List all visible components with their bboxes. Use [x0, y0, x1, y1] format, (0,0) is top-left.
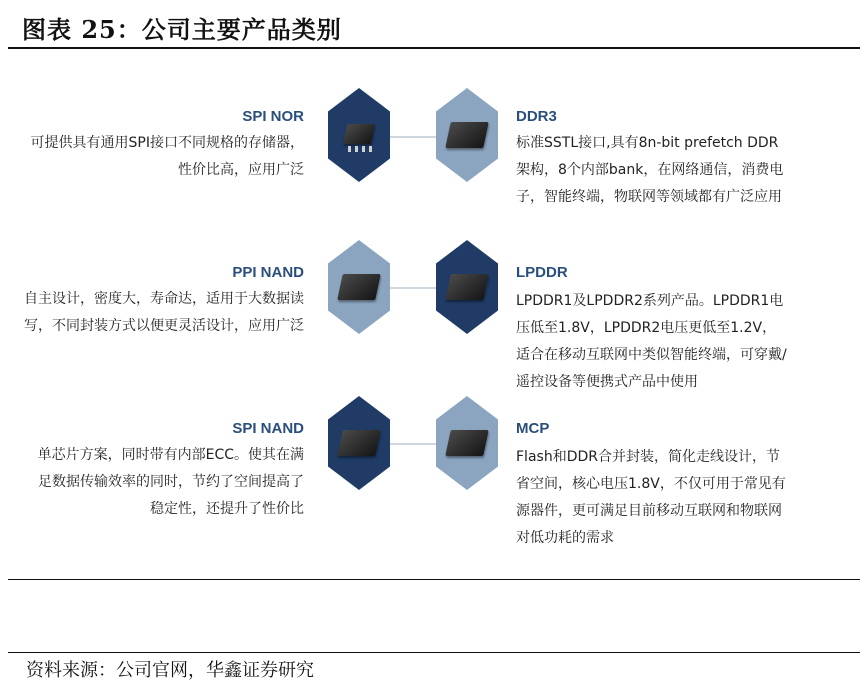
product-desc-lpddr: LPDDR1及LPDDR2系列产品。LPDDR1电压低至1.8V，LPDDR2电压更低至1.2V，适合在移动互联网中类似智能终端，可穿戴/遥控设备等便携式产品中使用 — [516, 293, 787, 390]
product-name-ppi-nand: PPI NAND — [232, 264, 304, 281]
chip-icon — [343, 124, 375, 144]
connector-line — [390, 136, 438, 138]
source-note: 资料来源：公司官网，华鑫证券研究 — [26, 660, 314, 681]
chip-icon — [445, 274, 489, 300]
connector-line — [390, 443, 438, 445]
product-desc-ddr3: 标准SSTL接口,具有8n-bit prefetch DDR架构，8个内部bank，在网络通信，消费电子，智能终端，物联网等领域都有广泛应用 — [516, 135, 784, 205]
hex-lpddr — [436, 240, 498, 334]
hex-mcp — [436, 396, 498, 490]
figure-title: 图表 25：公司主要产品类别 — [22, 15, 342, 44]
hex-ppi-nand — [328, 240, 390, 334]
product-name-spi-nand: SPI NAND — [232, 420, 304, 437]
product-name-lpddr: LPDDR — [516, 264, 568, 281]
chip-pins-icon — [348, 146, 372, 152]
connector-line — [390, 287, 438, 289]
hex-ddr3 — [436, 88, 498, 182]
source-rule — [8, 652, 860, 653]
bottom-rule — [8, 579, 860, 580]
hex-spi-nand — [328, 396, 390, 490]
product-desc-mcp: Flash和DDR合并封装，简化走线设计，节省空间，核心电压1.8V，不仅可用于常见有源器件，更可满足目前移动互联网和物联网对低功耗的需求 — [516, 449, 786, 546]
hex-spi-nor — [328, 88, 390, 182]
chip-icon — [445, 430, 489, 456]
product-name-spi-nor: SPI NOR — [242, 108, 304, 125]
chip-icon — [337, 274, 381, 300]
product-name-mcp: MCP — [516, 420, 550, 437]
product-desc-ppi-nand: 自主设计，密度大，寿命达，适用于大数据读写，不同封装方式以便更灵活设计，应用广泛 — [24, 291, 304, 334]
chip-icon — [445, 122, 489, 148]
top-rule — [8, 47, 860, 49]
product-desc-spi-nand: 单芯片方案，同时带有内部ECC。使其在满足数据传输效率的同时，节约了空间提高了稳定性，还提升了性价比 — [37, 447, 304, 517]
chip-icon — [337, 430, 381, 456]
product-name-ddr3: DDR3 — [516, 108, 557, 125]
product-desc-spi-nor: 可提供具有通用SPI接口不同规格的存储器，性价比高，应用广泛 — [30, 135, 304, 178]
